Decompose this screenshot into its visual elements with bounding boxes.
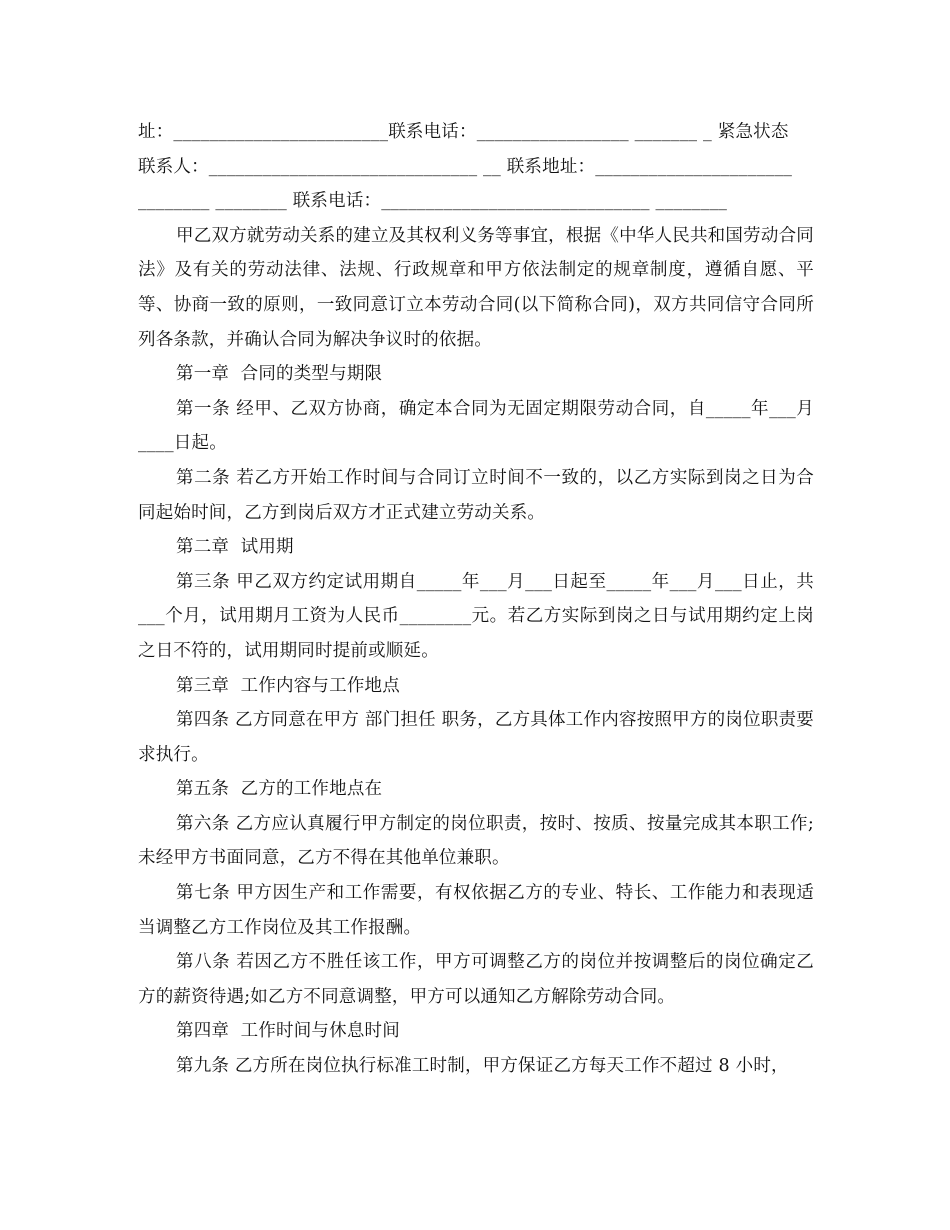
article-2: 第二条 若乙方开始工作时间与合同订立时间不一致的，以乙方实际到岗之日为合同起始时间，乙方到岗后双方才正式建立劳动关系。 [138, 467, 814, 523]
article-6: 第六条 乙方应认真履行甲方制定的岗位职责，按时、按质、按量完成其本职工作;未经甲方书面同意，乙方不得在其他单位兼职。 [138, 813, 814, 869]
header-line-contact-phone: ________ ________ 联系电话：______________________________ ________ [138, 191, 728, 212]
chapter-3-heading: 第三章 工作内容与工作地点 [176, 675, 400, 696]
article-1: 第一条 经甲、乙双方协商，确定本合同为无固定期限劳动合同，自_____年___月____日起。 [138, 398, 814, 454]
article-5: 第五条 乙方的工作地点在 [176, 779, 383, 800]
article-9: 第九条 乙方所在岗位执行标准工时制，甲方保证乙方每天工作不超过 8 小时， [176, 1056, 789, 1077]
chapter-1-heading: 第一章 合同的类型与期限 [176, 364, 383, 385]
header-line-emergency-contact: 联系人：______________________________ __ 联系地址：______________________ [138, 156, 793, 177]
article-3: 第三条 甲乙双方约定试用期自_____年___月___日起至_____年___月___日止，共___个月，试用期月工资为人民币________元。若乙方实际到岗之日与试用期约定上岗之日不符的，试用期同时提前或顺延。 [138, 571, 814, 661]
header-line-address-phone: 址：________________________联系电话：_________________ _______ _ 紧急状态 [138, 122, 789, 142]
document-body [138, 115, 814, 1084]
preamble-paragraph: 甲乙双方就劳动关系的建立及其权利义务等事宜，根据《中华人民共和国劳动合同法》及有关的劳动法律、法规、行政规章和甲方依法制定的规章制度，遵循自愿、平等、协商一致的原则，一致同意订立本劳动合同(以下简称合同)，双方共同信守合同所列各条款，并确认合同为解决争议时的依据。 [138, 225, 814, 350]
chapter-2-heading: 第二章 试用期 [176, 537, 294, 558]
article-8: 第八条 若因乙方不胜任该工作，甲方可调整乙方的岗位并按调整后的岗位确定乙方的薪资待遇;如乙方不同意调整，甲方可以通知乙方解除劳动合同。 [138, 952, 814, 1007]
article-7: 第七条 甲方因生产和工作需要，有权依据乙方的专业、特长、工作能力和表现适当调整乙方工作岗位及其工作报酬。 [138, 883, 814, 938]
chapter-4-heading: 第四章 工作时间与休息时间 [176, 1021, 400, 1042]
article-4: 第四条 乙方同意在甲方 部门担任 职务，乙方具体工作内容按照甲方的岗位职责要求执行。 [138, 710, 814, 765]
